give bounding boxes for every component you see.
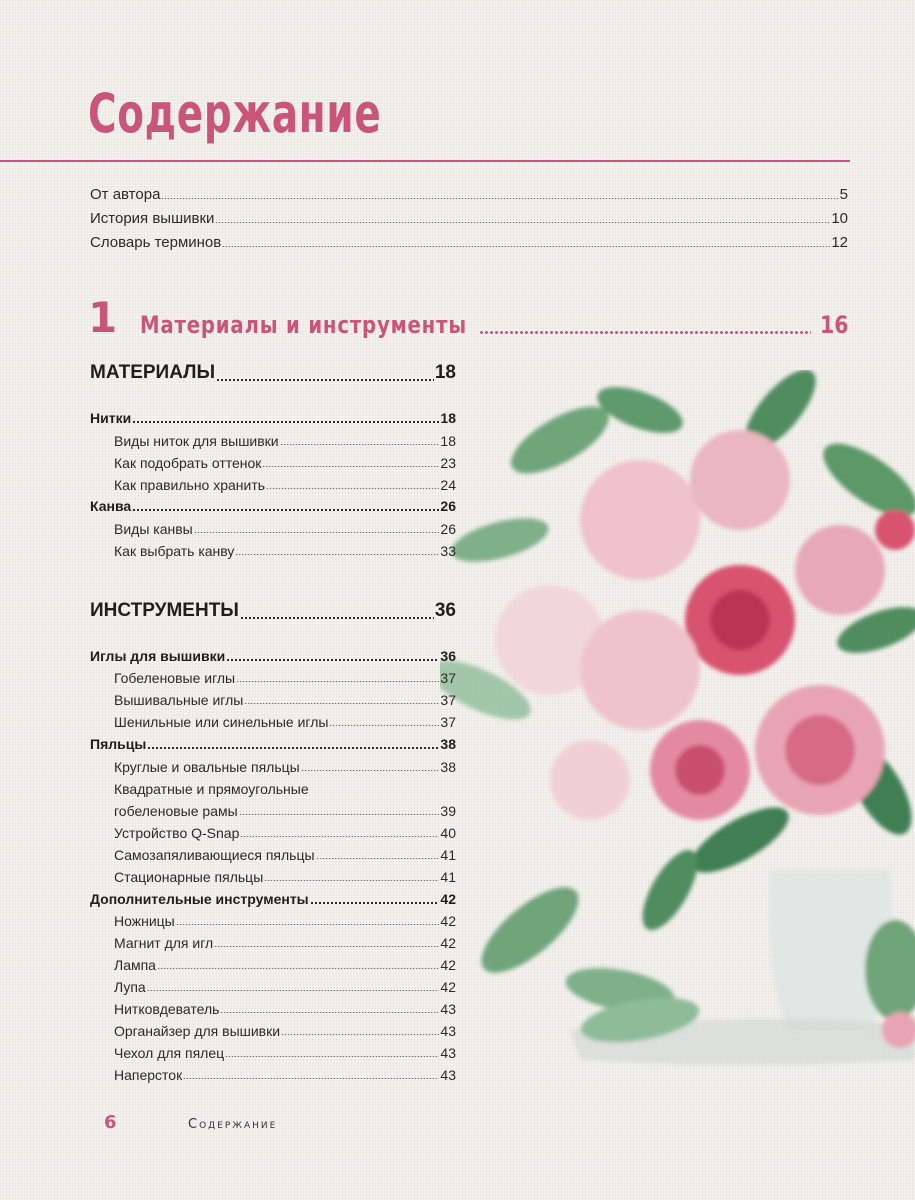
toc-item-page: 43 (440, 1045, 456, 1061)
chapter-heading[interactable] (88, 288, 848, 340)
subsection-page: 18 (440, 410, 456, 426)
toc-item-page: 18 (440, 433, 456, 449)
leader-dots (479, 331, 811, 334)
section-title: ИНСТРУМЕНТЫ (90, 600, 239, 621)
leader-dots (235, 554, 439, 555)
toc-item[interactable] (114, 957, 456, 973)
toc-item-page: 23 (440, 455, 456, 471)
leader-dots (132, 509, 439, 511)
toc-item-page: 43 (440, 1023, 456, 1039)
leader-dots (147, 990, 440, 991)
toc-item[interactable] (114, 477, 456, 493)
toc-item-label: Чехол для пялец (114, 1045, 225, 1061)
leader-dots (240, 617, 434, 619)
chapter-page: 16 (819, 311, 848, 339)
toc-item[interactable] (114, 847, 456, 863)
toc-item[interactable] (114, 433, 456, 449)
toc-item[interactable] (114, 543, 456, 559)
toc-item-label: Магнит для игл (114, 935, 214, 951)
subsection-page: 36 (440, 648, 456, 664)
leader-dots (161, 198, 838, 199)
leader-dots (214, 946, 439, 947)
leader-dots (226, 659, 439, 661)
leader-dots (225, 1056, 439, 1057)
leader-dots (239, 814, 440, 815)
toc-item[interactable] (114, 1023, 456, 1039)
toc-entry-author[interactable] (90, 186, 848, 203)
leader-dots (301, 770, 440, 771)
leader-dots (262, 466, 439, 467)
toc-entry-history[interactable] (90, 210, 848, 227)
toc-item[interactable] (114, 913, 456, 929)
toc-item[interactable] (114, 935, 456, 951)
toc-item-label: Лампа (114, 957, 156, 973)
toc-item-label: Шенильные или синельные иглы (114, 714, 329, 730)
toc-item-label: Наперсток (114, 1067, 183, 1083)
toc-item-page: 37 (440, 670, 456, 686)
leader-dots (183, 1078, 439, 1079)
leader-dots (264, 880, 439, 881)
toc-item-page: 43 (440, 1067, 456, 1083)
toc-item-page: 37 (440, 714, 456, 730)
leader-dots (244, 703, 439, 704)
subsection-canvas[interactable] (90, 498, 456, 514)
toc-entry-page: 5 (839, 186, 848, 203)
toc-item[interactable] (114, 1001, 456, 1017)
toc-item-label: Ножницы (114, 913, 175, 929)
subsection-title: Дополнительные инструменты (90, 891, 309, 907)
toc-item-label: Стационарные пяльцы (114, 869, 264, 885)
chapter-number: 1 (88, 293, 118, 342)
toc-item[interactable] (114, 979, 456, 995)
toc-item-label: Круглые и овальные пяльцы (114, 759, 300, 775)
toc-item-label: Виды канвы (114, 521, 193, 537)
toc-item-page: 43 (440, 1001, 456, 1017)
toc-item-page: 24 (440, 477, 456, 493)
toc-item-label: Как правильно хранить (114, 477, 266, 493)
section-tools[interactable] (90, 600, 456, 622)
leader-dots (132, 421, 439, 423)
toc-item-page: 40 (440, 825, 456, 841)
subsection-title: Иглы для вышивки (90, 648, 226, 664)
running-title: Содержание (188, 1117, 278, 1132)
toc-item-label: Самозапяливающиеся пяльцы (114, 847, 315, 863)
leader-dots (215, 222, 830, 223)
leader-dots (157, 968, 439, 969)
subsection-page: 26 (440, 498, 456, 514)
toc-item[interactable] (114, 803, 456, 819)
leader-dots (216, 379, 434, 381)
toc-item-page: 33 (440, 543, 456, 559)
toc-item-label: Как подобрать оттенок (114, 455, 262, 471)
toc-entry-glossary[interactable] (90, 234, 848, 251)
leader-dots (236, 681, 439, 682)
toc-item-page: 41 (440, 847, 456, 863)
toc-item[interactable] (114, 1067, 456, 1083)
section-page: 18 (434, 362, 456, 383)
toc-item-page: 42 (440, 979, 456, 995)
toc-item-label: Гобеленовые иглы (114, 670, 236, 686)
leader-dots (280, 444, 440, 445)
toc-item[interactable] (114, 825, 456, 841)
subsection-hoops[interactable] (90, 736, 456, 752)
rose-bouquet-illustration (440, 370, 915, 1090)
subsection-title: Канва (90, 498, 132, 514)
toc-item-label: Виды ниток для вышивки (114, 433, 279, 449)
toc-item[interactable] (114, 869, 456, 885)
leader-dots (176, 924, 440, 925)
toc-item-label: Как выбрать канву (114, 543, 235, 559)
toc-item-page: 42 (440, 913, 456, 929)
leader-dots (240, 836, 439, 837)
subsection-needles[interactable] (90, 648, 456, 664)
toc-item[interactable] (114, 714, 456, 730)
section-materials[interactable] (90, 362, 456, 384)
toc-item-page: 41 (440, 869, 456, 885)
toc-item-page: 38 (440, 759, 456, 775)
toc-item-label: Лупа (114, 979, 146, 995)
page-title: Содержание (88, 82, 382, 145)
leader-dots (329, 725, 439, 726)
toc-item-label: гобеленовые рамы (114, 803, 238, 819)
toc-item[interactable] (114, 692, 456, 708)
toc-entry-page: 12 (831, 234, 848, 251)
section-title: МАТЕРИАЛЫ (90, 362, 216, 383)
toc-item-label: Устройство Q-Snap (114, 825, 240, 841)
toc-item[interactable] (114, 670, 456, 686)
subsection-extra-tools[interactable] (90, 891, 456, 907)
toc-entry-label: Словарь терминов (90, 234, 222, 251)
subsection-page: 38 (440, 736, 456, 752)
toc-item[interactable] (114, 455, 456, 471)
leader-dots (281, 1034, 439, 1035)
leader-dots (222, 246, 830, 247)
toc-item[interactable] (114, 521, 456, 537)
toc-item-page: 42 (440, 957, 456, 973)
leader-dots (147, 747, 439, 749)
toc-entry-page: 10 (831, 210, 848, 227)
toc-entry-label: От автора (90, 186, 161, 203)
title-rule (0, 160, 850, 162)
subsection-threads[interactable] (90, 410, 456, 426)
toc-item[interactable] (114, 759, 456, 775)
toc-item-label: Вышивальные иглы (114, 692, 244, 708)
section-page: 36 (434, 600, 456, 621)
chapter-title: Материалы и инструменты (140, 311, 467, 339)
toc-item-label-line1: Квадратные и прямоугольные (114, 781, 309, 797)
toc-item-page: 39 (440, 803, 456, 819)
toc-item-page: 37 (440, 692, 456, 708)
subsection-title: Нитки (90, 410, 132, 426)
toc-item[interactable] (114, 1045, 456, 1061)
toc-item-label: Нитковдеватель (114, 1001, 220, 1017)
toc-item-page: 26 (440, 521, 456, 537)
leader-dots (310, 902, 440, 904)
leader-dots (220, 1012, 439, 1013)
toc-item-page: 42 (440, 935, 456, 951)
leader-dots (266, 488, 439, 489)
leader-dots (194, 532, 440, 533)
toc-item-label: Органайзер для вышивки (114, 1023, 281, 1039)
toc-entry-label: История вышивки (90, 210, 215, 227)
subsection-title: Пяльцы (90, 736, 147, 752)
leader-dots (316, 858, 440, 859)
page-number: 6 (104, 1112, 117, 1133)
subsection-page: 42 (440, 891, 456, 907)
